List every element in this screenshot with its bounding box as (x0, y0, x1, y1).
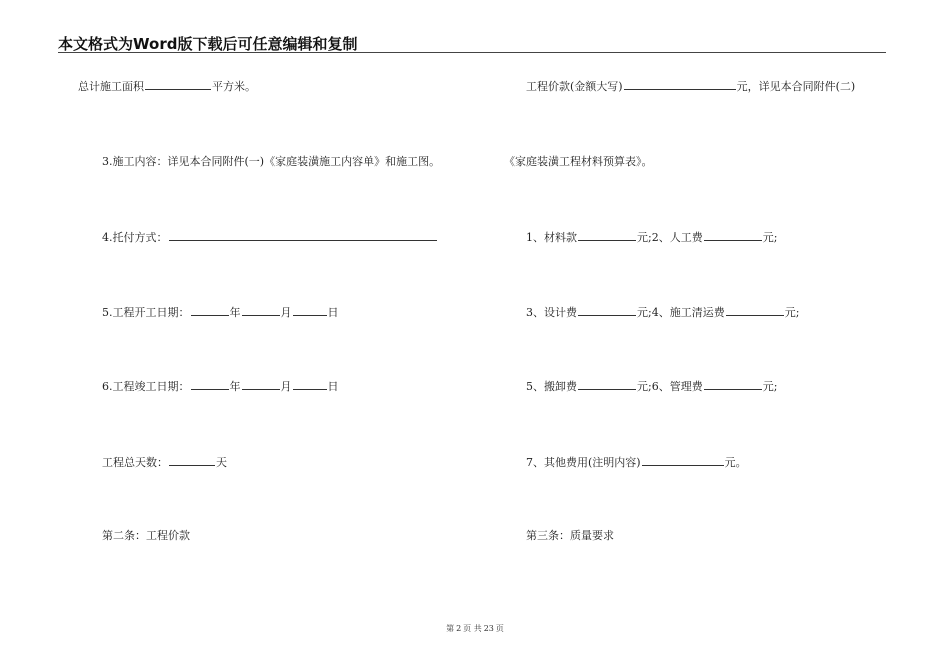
fees-line-4 (526, 455, 747, 470)
footer-page: 2 (456, 624, 462, 633)
budget-table-line: 《家庭装潢工程材料预算表》。 (504, 155, 653, 168)
page-number-footer (0, 623, 950, 634)
start-month-unit: 月 (280, 306, 292, 319)
project-price-line (526, 79, 855, 94)
footer-prefix: 第 (446, 624, 455, 633)
project-price-suffix: 元，详见本合同附件(二) (736, 80, 856, 93)
footer-middle: 页 共 (463, 624, 482, 633)
section-3-heading: 第三条：质量要求 (526, 529, 614, 542)
end-month-unit: 月 (280, 380, 292, 393)
labor-fee-label: 元;2、人工费 (637, 231, 703, 244)
material-fee-label: 1、材料款 (526, 231, 577, 244)
management-fee-unit: 元; (762, 380, 778, 393)
footer-total: 23 (483, 624, 494, 633)
other-fee-label: 7、其他费用(注明内容) (526, 456, 641, 469)
total-area-label: 总计施工面积 (78, 80, 144, 93)
start-day-unit: 日 (327, 306, 339, 319)
moving-fee-label: 5、搬卸费 (526, 380, 577, 393)
other-fee-unit: 元。 (724, 456, 747, 469)
other-fee-blank (642, 455, 724, 466)
header-divider (58, 52, 886, 53)
labor-fee-blank (704, 230, 762, 241)
end-day-blank (293, 379, 327, 390)
start-day-blank (293, 305, 327, 316)
end-date-line (102, 379, 339, 394)
total-days-line (102, 455, 227, 470)
fees-line-1 (526, 230, 777, 245)
end-month-blank (242, 379, 280, 390)
fees-line-2 (526, 305, 799, 320)
design-fee-blank (578, 305, 636, 316)
total-days-blank (169, 455, 215, 466)
document-header-title: 本文格式为Word版下载后可任意编辑和复制 (58, 35, 358, 53)
fees-line-3 (526, 379, 777, 394)
cleanup-fee-label: 元;4、施工清运费 (637, 306, 725, 319)
end-day-unit: 日 (327, 380, 339, 393)
project-price-blank (624, 79, 736, 90)
construction-content-line: 3.施工内容：详见本合同附件(一)《家庭装潢施工内容单》和施工图。 (102, 155, 441, 168)
end-year-unit: 年 (229, 380, 241, 393)
total-area-blank (145, 79, 211, 90)
footer-suffix: 页 (495, 624, 504, 633)
total-days-unit: 天 (216, 456, 227, 469)
payment-method-line (102, 230, 438, 245)
start-date-line (102, 305, 339, 320)
management-fee-label: 元;6、管理费 (637, 380, 703, 393)
total-area-line (78, 79, 256, 94)
labor-fee-unit: 元; (762, 231, 778, 244)
payment-method-blank (169, 230, 437, 241)
material-fee-blank (578, 230, 636, 241)
payment-method-label: 4.托付方式： (102, 231, 168, 244)
cleanup-fee-unit: 元; (784, 306, 800, 319)
start-month-blank (242, 305, 280, 316)
cleanup-fee-blank (726, 305, 784, 316)
project-price-label: 工程价款(金额大写) (526, 80, 623, 93)
end-date-label: 6.工程竣工日期： (102, 380, 190, 393)
management-fee-blank (704, 379, 762, 390)
moving-fee-blank (578, 379, 636, 390)
start-year-blank (191, 305, 229, 316)
total-days-label: 工程总天数： (102, 456, 168, 469)
start-date-label: 5.工程开工日期： (102, 306, 190, 319)
design-fee-label: 3、设计费 (526, 306, 577, 319)
end-year-blank (191, 379, 229, 390)
total-area-unit: 平方米。 (212, 80, 256, 93)
start-year-unit: 年 (229, 306, 241, 319)
section-2-heading: 第二条：工程价款 (102, 529, 190, 542)
